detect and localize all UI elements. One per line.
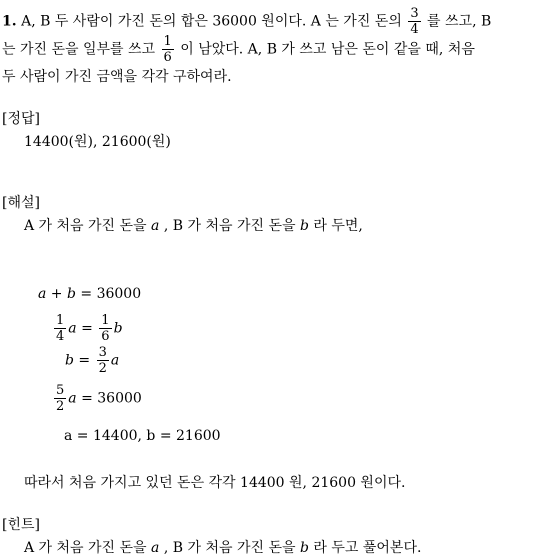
solution-intro: A 가 처음 가진 돈을 a , B 가 처음 가진 돈을 b 라 두면, <box>24 218 363 234</box>
equation-5: a = 14400, b = 21600 <box>64 428 221 444</box>
equation-2: $\frac{1}{4}$ a = $\frac{1}{6}$ b <box>56 313 123 344</box>
hint-text: A 가 처음 가진 돈을 a , B 가 처음 가진 돈을 b 라 두고 풀어본다. <box>24 540 422 556</box>
equation-3: b = $\frac{3}{2}$ a <box>65 345 120 376</box>
fraction-three-quarters: $\frac{3}{4}$ <box>410 6 419 37</box>
variable-a: a <box>151 218 160 234</box>
problem-text: 를 쓰고, B <box>427 13 492 30</box>
solution-heading: [해설] <box>2 195 40 211</box>
problem-number: 1. <box>2 13 17 30</box>
answer-text: 14400(원), 21600(원) <box>24 134 171 150</box>
fraction-one-sixth: $\frac{1}{6}$ <box>163 34 172 65</box>
hint-heading: [힌트] <box>2 517 40 533</box>
variable-b: b <box>299 218 309 234</box>
problem-line-1 <box>2 6 491 37</box>
problem-text: 는 가진 돈을 일부를 쓰고 <box>2 41 156 58</box>
equation-4: $\frac{5}{2}$ a = 36000 <box>56 383 142 414</box>
problem-text: A, B 두 사람이 가진 돈의 합은 36000 원이다. A 는 가진 돈의 <box>21 13 402 30</box>
problem-text: 이 남았다. A, B 가 쓰고 남은 돈이 같을 때, 처음 <box>180 41 475 58</box>
solution-conclusion: 따라서 처음 가지고 있던 돈은 각각 14400 원, 21600 원이다. <box>24 475 406 491</box>
equation-1: a + b = 36000 <box>38 286 142 302</box>
problem-line-2 <box>2 34 475 65</box>
answer-heading: [정답] <box>2 111 40 127</box>
problem-line-3: 두 사람이 가진 금액을 각각 구하여라. <box>2 69 232 85</box>
